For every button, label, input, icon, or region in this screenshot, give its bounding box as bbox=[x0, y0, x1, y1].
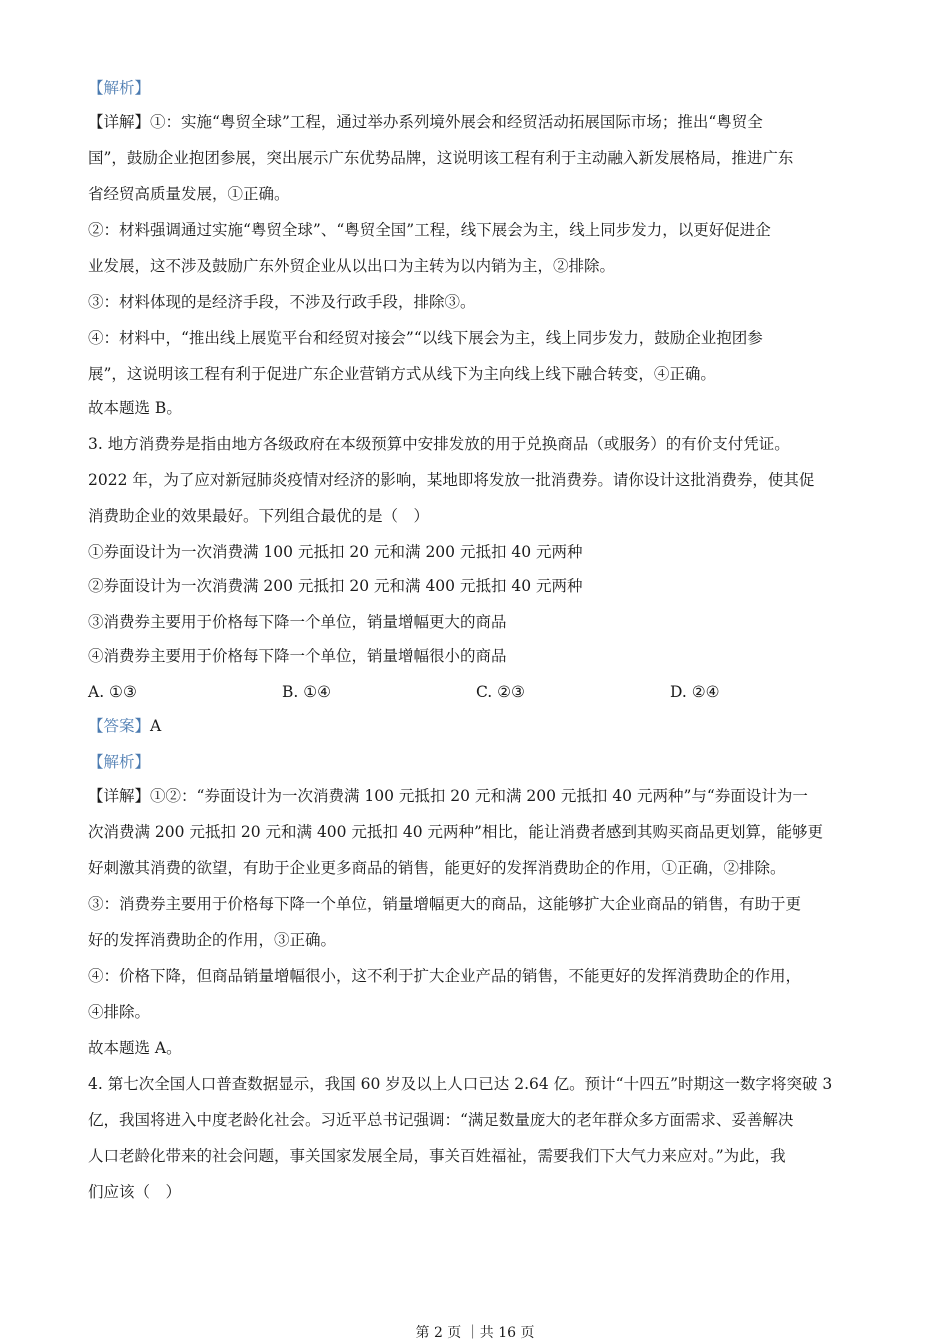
choice-item-3: ③消费券主要用于价格每下降一个单位，销量增幅更大的商品 bbox=[88, 613, 507, 631]
text-line: ③：消费券主要用于价格每下降一个单位，销量增幅更大的商品，这能够扩大企业商品的销售，有助于更 bbox=[88, 895, 802, 913]
text-line: 好刺激其消费的欲望，有助于企业更多商品的销售，能更好的发挥消费助企的作用，①正确，②排除。 bbox=[88, 859, 786, 877]
choice-item-2: ②券面设计为一次消费满 200 元抵扣 20 元和满 400 元抵扣 40 元两种 bbox=[88, 577, 583, 595]
text-line: 2022 年，为了应对新冠肺炎疫情对经济的影响，某地即将发放一批消费券。请你设计这批消费券，使其促 bbox=[88, 471, 815, 489]
analysis-tag: 【解析】 bbox=[88, 79, 151, 97]
text-line: 们应该（ ） bbox=[88, 1183, 182, 1201]
text-line: 消费助企业的效果最好。下列组合最优的是（ ） bbox=[88, 507, 430, 525]
detail-tag: 【详解】 bbox=[88, 787, 151, 805]
detail-paragraph-1: 【详解】①：实施“粤贸全球”工程，通过举办系列境外展会和经贸活动拓展国际市场；推出“粤贸全 bbox=[88, 113, 763, 131]
text-line: 人口老龄化带来的社会问题，事关国家发展全局，事关百姓福祉，需要我们下大气力来应对。”为此，我 bbox=[88, 1147, 786, 1165]
text-line: ④：价格下降，但商品销量增幅很小，这不利于扩大企业产品的销售，不能更好的发挥消费助企的作用， bbox=[88, 967, 802, 985]
conclusion: 故本题选 B。 bbox=[88, 399, 182, 417]
option-b: B. ①④ bbox=[282, 683, 332, 701]
question-3-stem: 3. 地方消费券是指由地方各级政府在本级预算中安排发放的用于兑换商品（或服务）的有价支付凭证。 bbox=[88, 435, 790, 453]
text-line: 好的发挥消费助企的作用，③正确。 bbox=[88, 931, 337, 949]
text-line: ④排除。 bbox=[88, 1003, 151, 1021]
text-line: 业发展，这不涉及鼓励广东外贸企业从以出口为主转为以内销为主，②排除。 bbox=[88, 257, 616, 275]
text-line: ②：材料强调通过实施“粤贸全球”、“粤贸全国”工程，线下展会为主，线上同步发力，以更好促进企 bbox=[88, 221, 771, 239]
option-c: C. ②③ bbox=[476, 683, 525, 701]
choice-item-1: ①券面设计为一次消费满 100 元抵扣 20 元和满 200 元抵扣 40 元两种 bbox=[88, 543, 583, 561]
choice-item-4: ④消费券主要用于价格每下降一个单位，销量增幅很小的商品 bbox=[88, 647, 507, 665]
conclusion: 故本题选 A。 bbox=[88, 1039, 182, 1057]
text-line: 亿，我国将进入中度老龄化社会。习近平总书记强调：“满足数量庞大的老年群众多方面需求、妥善解决 bbox=[88, 1111, 794, 1129]
answer-tag: 【答案】 bbox=[88, 717, 151, 735]
text-line: 次消费满 200 元抵扣 20 元和满 400 元抵扣 40 元两种”相比，能让消费者感到其购买商品更划算，能够更 bbox=[88, 823, 823, 841]
detail-paragraph: 【详解】①②：“券面设计为一次消费满 100 元抵扣 20 元和满 200 元抵扣 40 元两种”与“券面设计为一 bbox=[88, 787, 808, 805]
text-line: 展”，这说明该工程有利于促进广东企业营销方式从线下为主向线上线下融合转变，④正确。 bbox=[88, 365, 716, 383]
detail-tag: 【详解】 bbox=[88, 113, 151, 131]
text-line: 国”，鼓励企业抱团参展，突出展示广东优势品牌，这说明该工程有利于主动融入新发展格局，推进广东 bbox=[88, 149, 794, 167]
option-d: D. ②④ bbox=[670, 683, 720, 701]
option-a: A. ①③ bbox=[88, 683, 137, 701]
analysis-tag: 【解析】 bbox=[88, 753, 151, 771]
page-footer: 第 2 页 ｜共 16 页 bbox=[415, 1325, 535, 1341]
text-line: ③：材料体现的是经济手段，不涉及行政手段，排除③。 bbox=[88, 293, 476, 311]
question-4-stem: 4. 第七次全国人口普查数据显示，我国 60 岁及以上人口已达 2.64 亿。预计“十四五”时期这一数字将突破 3 bbox=[88, 1075, 833, 1093]
text-line: 省经贸高质量发展，①正确。 bbox=[88, 185, 290, 203]
text-line: ④：材料中，“推出线上展览平台和经贸对接会”“以线下展会为主，线上同步发力，鼓励企业抱团参 bbox=[88, 329, 763, 347]
answer-value: A bbox=[150, 717, 162, 735]
answer-line bbox=[88, 716, 161, 736]
